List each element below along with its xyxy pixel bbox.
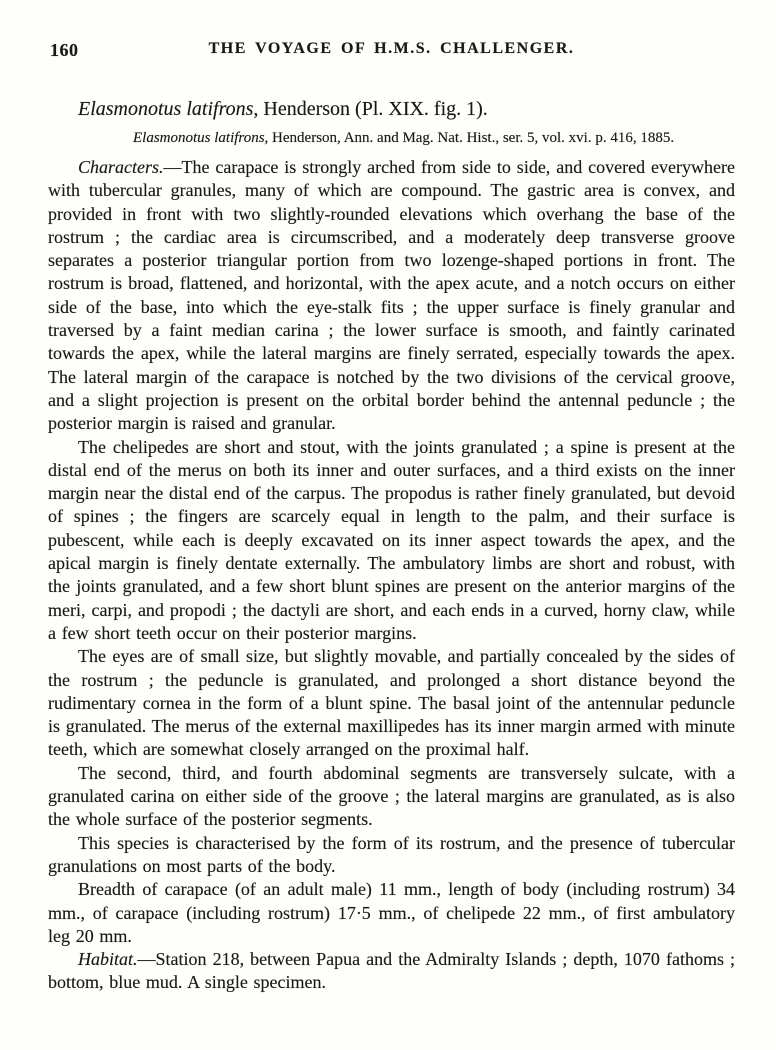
paragraph-chelipedes (48, 436, 735, 646)
running-title: THE VOYAGE OF H.M.S. CHALLENGER. (208, 40, 575, 57)
citation-species-italic: Elasmonotus latifrons (133, 130, 265, 146)
paragraph-body: —The carapace is strongly arched from side to side, and covered everywhere with tubercular granules, many of which are compound. The gastric area is convex, and provided in front with two slightly-rounded elevations which overhang the base of the rostrum ; the cardiac area is circumscribed, and a moderately deep transverse groove separates a posterior triangular portion from two lozenge-shaped portions in front. The rostrum is broad, flattened, and horizontal, with the apex acute, and a notch occurs on either side of the base, into which the eye-stalk fits ; the upper surface is finely granular and traversed by a faint median carina ; the lower surface is smooth, and faintly carinated towards the apex, while the lateral margins are finely serrated, especially towards the apex. The lateral margin of the carapace is notched by the two divisions of the cervical groove, and a slight projection is present on the orbital border behind the antennal peduncle ; the posterior margin is raised and granular. (48, 157, 735, 434)
paragraph-characters (48, 156, 735, 436)
paragraph-body: The eyes are of small size, but slightly movable, and partially concealed by the sides of the rostrum ; the peduncle is granulated, and prolonged a short distance beyond the rudimentary cornea in the form of a blunt spine. The basal joint of the antennular peduncle is granulated. The merus of the external maxillipedes has its inner margin armed with minute teeth, which are somewhat closely arranged on the proximal half. (48, 646, 735, 760)
paragraph-body: The second, third, and fourth abdominal segments are transversely sulcate, with a granulated carina on either side of the groove ; the lateral margins are granulated, as is also the whole surface of the posterior segments. (48, 762, 735, 830)
page-header (48, 40, 735, 62)
paragraph-body: Breadth of carapace (of an adult male) 11 mm., length of body (including rostrum) 34 mm., of carapace (including rostrum) 17·5 mm., of chelipede 22 mm., of first ambulatory leg 20 mm. (48, 879, 735, 946)
paragraph-abdominal-segments (48, 762, 735, 832)
paragraph-body: —Station 218, between Papua and the Admiralty Islands ; depth, 1070 fathoms ; bottom, blue mud. A single specimen. (48, 949, 735, 993)
species-name-italic: Elasmonotus latifrons (78, 98, 254, 120)
paragraph-body: The chelipedes are short and stout, with the joints granulated ; a spine is present at the distal end of the merus on both its inner and outer surfaces, and a third exists on the inner margin near the distal end of the carpus. The propodus is rather finely granulated, but devoid of spines ; the fingers are scarcely equal in length to the palm, and their surface is pubescent, while each is deeply excavated on its inner aspect towards the apex, and the apical margin is finely dentate externally. The ambulatory limbs are short and robust, with the joints granulated, and a few short blunt spines are present on the anterior margins of the meri, carpi, and propodi ; the dactyli are short, and each ends in a curved, horny claw, while a few short teeth occur on their posterior margins. (48, 436, 735, 643)
paragraph-habitat (48, 948, 735, 995)
synonymy-citation (48, 130, 735, 147)
citation-reference: , Henderson, Ann. and Mag. Nat. Hist., ser. 5, vol. xvi. p. 416, 1885. (264, 130, 675, 146)
paragraph-lead-word: Habitat. (78, 949, 138, 970)
page-number: 160 (50, 40, 79, 60)
paragraph-body: This species is characterised by the form of its rostrum, and the presence of tubercular granulations on most parts of the body. (48, 832, 735, 876)
paragraph-lead-word: Characters. (78, 157, 164, 177)
paragraph-species-summary (48, 832, 735, 879)
body-text (48, 156, 735, 995)
paragraph-measurements (48, 878, 735, 948)
heading-reference: , Henderson (Pl. XIX. fig. 1). (253, 98, 488, 120)
species-heading (48, 98, 735, 121)
paragraph-eyes (48, 645, 735, 761)
